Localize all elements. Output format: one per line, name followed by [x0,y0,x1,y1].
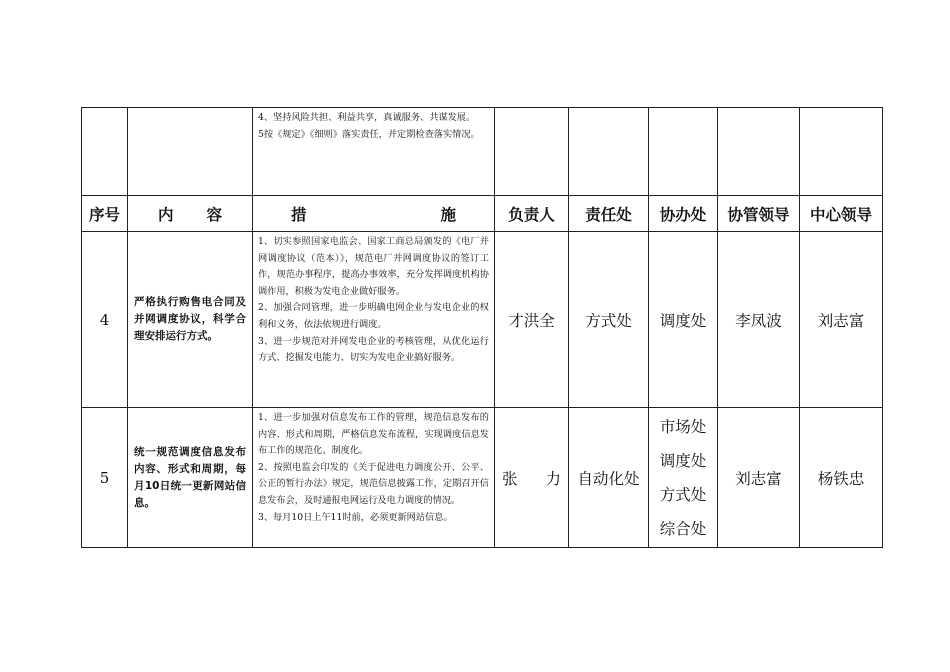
measures-cell [253,408,495,548]
cell-empty [718,108,800,196]
owner-char-b: 力 [545,469,562,488]
measure-item: 3、进一步规范对并网发电企业的考核管理，从优化运行方式、挖掘发电能力、切实为发电企业搞好服务。 [258,335,489,364]
measure-item: 2、加强合同管理，进一步明确电网企业与发电企业的权利和义务，依法依规进行调度。 [258,302,489,330]
cell-empty [800,108,883,196]
content-cell: 统一规范调度信息发布内容、形式和周期，每月10日统一更新网站信息。 [128,408,253,548]
measure-item: 1、切实参照国家电监会、国家工商总局颁发的《电厂并网调度协议（范本）》，规范电厂并网调度协议的签订工作，规范办事程序，提高办事效率，充分发挥调度机构协调作用，积极为发电企业做好服务。 [258,236,489,297]
owner-cell [495,408,569,548]
header-center-leader: 中心领导 [800,196,883,232]
center-leader-cell: 杨铁忠 [800,408,883,548]
cell-empty [495,108,569,196]
measure-item: 5按《规定》《细则》落实责任，并定期检查落实情况。 [258,128,480,140]
table-row [82,232,883,408]
seq-cell: 5 [82,408,128,548]
seq-cell: 4 [82,232,128,408]
table-row-continued [82,108,883,196]
content-cell: 严格执行购售电合同及并网调度协议，科学合理安排运行方式。 [128,232,253,408]
resp-dept-cell: 方式处 [569,232,649,408]
cell-empty [128,108,253,196]
assist-dept-item: 方式处 [659,485,707,504]
assist-dept-cell: 调度处 [649,232,718,408]
resp-dept-cell: 自动化处 [569,408,649,548]
measure-item: 2、按照电监会印发的《关于促进电力调度公开、公平、公正的暂行办法》规定，规范信息披露工作，定期召开信息发布会，及时通报电网运行及电力调度的情况。 [258,461,489,506]
measure-item: 1、进一步加强对信息发布工作的管理，规范信息发布的内容、形式和周期，严格信息发布流程，实现调度信息发布工作的规范化、制度化。 [258,412,489,457]
assist-dept-cell [649,408,718,548]
header-measures-b: 施 [440,205,456,224]
assist-dept-item: 综合处 [659,519,707,538]
header-assist-dept: 协办处 [649,196,718,232]
cell-empty [569,108,649,196]
cell-empty [82,108,128,196]
table-header-row [82,196,883,232]
measures-cell [253,232,495,408]
header-owner: 负责人 [495,196,569,232]
header-assist-leader: 协管领导 [718,196,800,232]
measure-item: 4、坚持风险共担、利益共享，真诚服务、共谋发展。 [258,112,476,123]
cell-empty [649,108,718,196]
measures-cell [253,108,495,196]
assist-dept-item: 调度处 [659,451,707,470]
header-resp-dept: 责任处 [569,196,649,232]
work-table [81,107,883,548]
owner-cell: 才洪全 [495,232,569,408]
table-row [82,408,883,548]
center-leader-cell: 刘志富 [800,232,883,408]
header-content [128,196,253,232]
assist-dept-item: 市场处 [659,417,707,436]
header-seq: 序号 [82,196,128,232]
header-content-a: 内 [158,205,174,224]
assist-leader-cell: 刘志富 [718,408,800,548]
header-measures [253,196,495,232]
measure-item: 3、每月10日上午11时前，必须更新网站信息。 [258,511,453,523]
assist-leader-cell: 李凤波 [718,232,800,408]
header-measures-a: 措 [291,205,307,224]
header-content-b: 容 [206,205,222,224]
owner-char-a: 张 [501,469,518,488]
